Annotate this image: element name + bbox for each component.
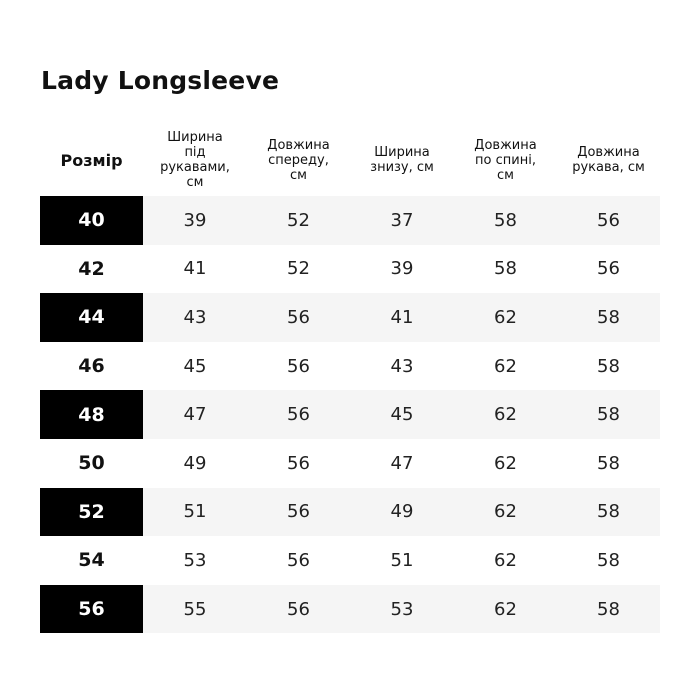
- bottom-width-cell: 39: [390, 258, 414, 280]
- front-length-cell: 52: [287, 209, 310, 231]
- front-length-cell: 56: [287, 306, 310, 328]
- back-length-cell: 62: [494, 404, 517, 426]
- size-cell: 54: [78, 549, 105, 572]
- table-row: [40, 196, 660, 245]
- chest-width-cell: 45: [183, 355, 207, 377]
- chest-width-cell: 51: [183, 501, 207, 523]
- table-row: [40, 488, 660, 537]
- sleeve-length-cell: 56: [597, 258, 620, 280]
- sleeve-length-cell: 58: [597, 306, 620, 328]
- header-back-length: Довжина по спині, см: [474, 137, 537, 183]
- chest-width-cell: 39: [183, 209, 207, 231]
- front-length-cell: 56: [287, 355, 310, 377]
- back-length-cell: 58: [494, 258, 517, 280]
- bottom-width-cell: 49: [390, 501, 414, 523]
- size-cell: 56: [40, 585, 143, 634]
- back-length-cell: 62: [494, 452, 517, 474]
- size-cell: 44: [40, 293, 143, 342]
- chest-width-cell: 53: [183, 549, 207, 571]
- table-row: [40, 585, 660, 634]
- back-length-cell: 62: [494, 549, 517, 571]
- back-length-cell: 58: [494, 209, 517, 231]
- front-length-cell: 56: [287, 549, 310, 571]
- sleeve-length-cell: 58: [597, 549, 620, 571]
- sleeve-length-cell: 58: [597, 598, 620, 620]
- page-title: Lady Longsleeve: [41, 66, 280, 95]
- chest-width-cell: 43: [183, 306, 207, 328]
- table-header: [40, 124, 660, 196]
- size-cell: 42: [78, 257, 105, 280]
- size-cell: 48: [40, 390, 143, 439]
- back-length-cell: 62: [494, 501, 517, 523]
- bottom-width-cell: 53: [390, 598, 414, 620]
- chest-width-cell: 41: [183, 258, 207, 280]
- sleeve-length-cell: 58: [597, 404, 620, 426]
- sleeve-length-cell: 58: [597, 355, 620, 377]
- bottom-width-cell: 51: [390, 549, 414, 571]
- sleeve-length-cell: 58: [597, 452, 620, 474]
- table-row: [40, 439, 660, 488]
- front-length-cell: 56: [287, 452, 310, 474]
- size-table: [40, 196, 660, 633]
- back-length-cell: 62: [494, 355, 517, 377]
- size-cell: 50: [78, 452, 105, 475]
- front-length-cell: 56: [287, 598, 310, 620]
- chest-width-cell: 55: [183, 598, 207, 620]
- back-length-cell: 62: [494, 598, 517, 620]
- header-sleeve-length: Довжина рукава, см: [572, 145, 645, 175]
- sleeve-length-cell: 56: [597, 209, 620, 231]
- front-length-cell: 56: [287, 501, 310, 523]
- front-length-cell: 56: [287, 404, 310, 426]
- sleeve-length-cell: 58: [597, 501, 620, 523]
- table-row: [40, 293, 660, 342]
- table-row: [40, 536, 660, 585]
- bottom-width-cell: 43: [390, 355, 414, 377]
- bottom-width-cell: 41: [390, 306, 414, 328]
- front-length-cell: 52: [287, 258, 310, 280]
- bottom-width-cell: 47: [390, 452, 414, 474]
- header-front-length: Довжина спереду, см: [267, 137, 330, 183]
- table-row: [40, 342, 660, 391]
- bottom-width-cell: 45: [390, 404, 414, 426]
- bottom-width-cell: 37: [390, 209, 414, 231]
- header-bottom-width: Ширина знизу, см: [370, 145, 434, 175]
- header-chest-width: Ширина під рукавами, см: [160, 130, 230, 190]
- size-cell: 52: [40, 488, 143, 537]
- size-cell: 46: [78, 355, 105, 378]
- table-row: [40, 245, 660, 294]
- size-cell: 40: [40, 196, 143, 245]
- chest-width-cell: 47: [183, 404, 207, 426]
- chest-width-cell: 49: [183, 452, 207, 474]
- back-length-cell: 62: [494, 306, 517, 328]
- table-row: [40, 390, 660, 439]
- header-size: Розмір: [60, 150, 123, 170]
